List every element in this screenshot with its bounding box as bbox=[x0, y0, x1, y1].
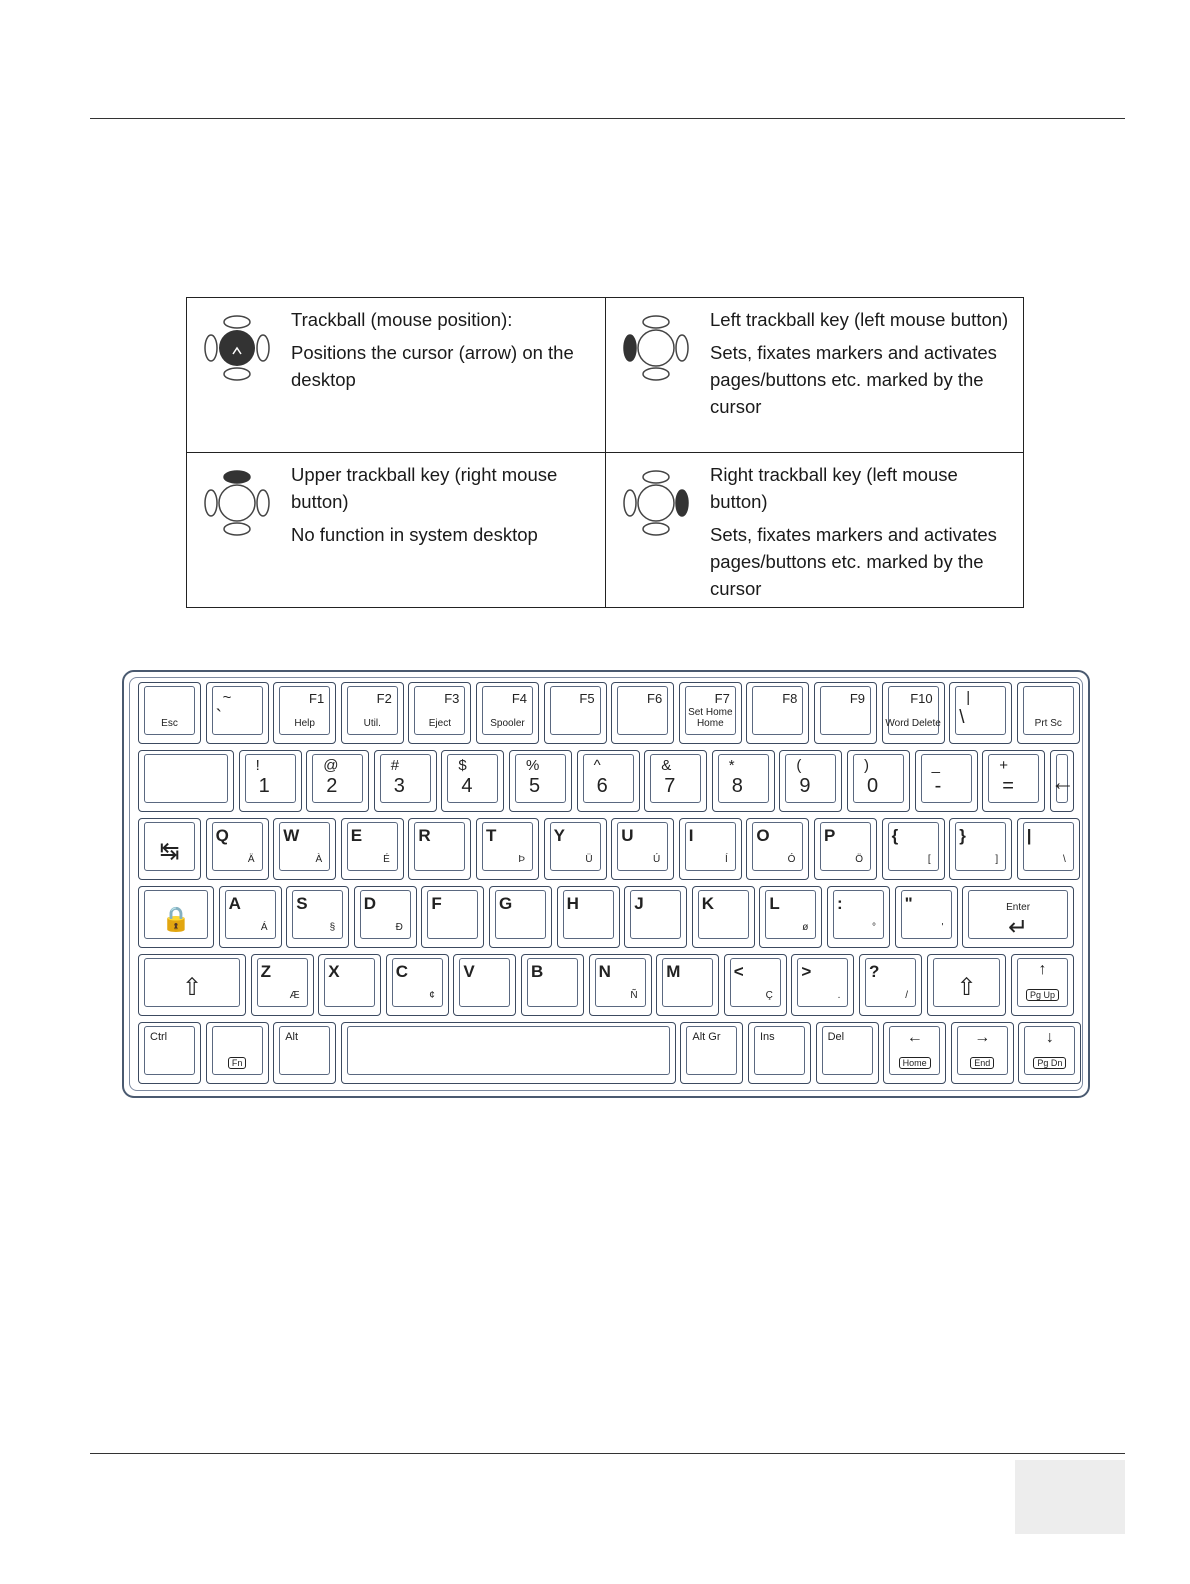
key-letter: B bbox=[531, 962, 544, 981]
key-row5-6 bbox=[656, 954, 719, 1016]
key-letter: " bbox=[904, 894, 913, 913]
key-row1-4 bbox=[408, 682, 471, 744]
key-left-shift bbox=[138, 954, 246, 1016]
key-digit-0 bbox=[239, 750, 302, 812]
key-fn-label: F10 bbox=[910, 691, 933, 706]
key-row3-12 bbox=[1017, 818, 1080, 880]
key-letter: E bbox=[350, 826, 363, 845]
table-cell-trackball bbox=[187, 298, 605, 452]
key-row5-3 bbox=[453, 954, 516, 1016]
key-letter: K bbox=[701, 894, 715, 913]
key-digit-label: 2 bbox=[326, 775, 338, 797]
key-letter: D bbox=[363, 894, 377, 913]
key-digit-label: 6 bbox=[596, 775, 608, 797]
key-sub-label: Help bbox=[294, 718, 315, 729]
enter-label: Enter bbox=[1006, 902, 1031, 913]
key-alt-char: Ö bbox=[855, 854, 863, 865]
key-row3-11 bbox=[949, 818, 1012, 880]
key-fn-label: F8 bbox=[782, 691, 798, 706]
page-number-box bbox=[1015, 1460, 1125, 1534]
key-row1-13 bbox=[1017, 682, 1080, 744]
key-letter: < bbox=[733, 962, 744, 981]
key-alt-char: É bbox=[383, 854, 390, 865]
key-row5-1 bbox=[318, 954, 381, 1016]
key-row3-0 bbox=[206, 818, 269, 880]
right-key-desc: Sets, fixates markers and activates pages/buttons etc. marked by the cursor bbox=[710, 524, 997, 599]
key-row3-8 bbox=[746, 818, 809, 880]
key-letter: Q bbox=[215, 826, 229, 845]
key-alt-char: § bbox=[329, 922, 336, 933]
home-label bbox=[884, 1057, 945, 1069]
key-row4-4 bbox=[489, 886, 552, 948]
key-end bbox=[951, 1022, 1014, 1084]
fn-label bbox=[207, 1057, 268, 1069]
key-letter: H bbox=[566, 894, 579, 913]
ins-label: Ins bbox=[760, 1031, 775, 1043]
key-page-down bbox=[1018, 1022, 1081, 1084]
alt-gr-label: Alt Gr bbox=[692, 1031, 721, 1043]
key-caps-lock bbox=[138, 886, 214, 948]
key-home bbox=[883, 1022, 946, 1084]
key-row4-9 bbox=[827, 886, 890, 948]
key-alt-char: Ü bbox=[585, 854, 593, 865]
key-row3-3 bbox=[408, 818, 471, 880]
key-row1-2 bbox=[273, 682, 336, 744]
key-letter: T bbox=[486, 826, 497, 845]
key-row4-8 bbox=[759, 886, 822, 948]
key-alt-char: . bbox=[837, 990, 841, 1001]
key-letter: ? bbox=[869, 962, 880, 981]
key-row3-2 bbox=[341, 818, 404, 880]
key-row3-6 bbox=[611, 818, 674, 880]
key-digit-label: 3 bbox=[393, 775, 405, 797]
key-letter: O bbox=[756, 826, 770, 845]
key-shift-symbol: * bbox=[728, 757, 735, 774]
key-shift-symbol: ~ bbox=[222, 689, 232, 706]
key-shift-symbol: _ bbox=[931, 757, 940, 774]
end-label bbox=[952, 1057, 1013, 1069]
upper-key-title: Upper trackball key (right mouse button) bbox=[291, 464, 558, 512]
key-right-shift bbox=[927, 954, 1007, 1016]
key-row4-6 bbox=[624, 886, 687, 948]
key-fn-label: F2 bbox=[376, 691, 392, 706]
key-digit-label: 9 bbox=[799, 775, 811, 797]
key-row3-1 bbox=[273, 818, 336, 880]
key-row3-7 bbox=[679, 818, 742, 880]
key-ins bbox=[748, 1022, 811, 1084]
key-shift-symbol: @ bbox=[323, 757, 339, 774]
key-row4-10 bbox=[895, 886, 958, 948]
key-row4-2 bbox=[354, 886, 417, 948]
left-trackball-key-icon bbox=[616, 308, 696, 388]
key-alt-char: ø bbox=[802, 922, 809, 933]
key-digit-label: = bbox=[1002, 775, 1014, 797]
key-row5-2 bbox=[386, 954, 449, 1016]
key-backspace bbox=[1050, 750, 1074, 812]
key-row1-8 bbox=[679, 682, 742, 744]
key-del bbox=[816, 1022, 879, 1084]
key-alt-char: ¢ bbox=[429, 990, 435, 1001]
table-cell-left-key bbox=[606, 298, 1024, 452]
key-row1-12 bbox=[949, 682, 1012, 744]
key-digit-11 bbox=[982, 750, 1045, 812]
key-fn bbox=[206, 1022, 269, 1084]
arrow-up-icon: ↑ bbox=[1038, 961, 1047, 978]
alt-label: Alt bbox=[285, 1031, 299, 1043]
key-letter: Z bbox=[260, 962, 271, 981]
key-sub-label: Spooler bbox=[490, 718, 525, 729]
key-fn-label: F3 bbox=[444, 691, 460, 706]
key-letter: | bbox=[1026, 826, 1032, 845]
key-row5-7 bbox=[724, 954, 787, 1016]
key-digit-9 bbox=[847, 750, 910, 812]
key-digit-label: 7 bbox=[664, 775, 676, 797]
key-digit-3 bbox=[441, 750, 504, 812]
key-row1-5 bbox=[476, 682, 539, 744]
page-down-text: Pg Dn bbox=[1033, 1057, 1066, 1069]
key-spacebar bbox=[341, 1022, 676, 1084]
key-digit-label: 0 bbox=[867, 775, 879, 797]
key-shift-symbol: % bbox=[526, 757, 540, 774]
key-shift-symbol: + bbox=[999, 757, 1008, 774]
key-sub-label: Word Delete bbox=[885, 718, 941, 729]
key-shift-symbol: & bbox=[661, 757, 672, 774]
key-row3-5 bbox=[544, 818, 607, 880]
key-row1-9 bbox=[746, 682, 809, 744]
ctrl-label: Ctrl bbox=[150, 1031, 168, 1043]
key-row4-7 bbox=[692, 886, 755, 948]
key-base-symbol: ` bbox=[215, 707, 222, 728]
key-row5-5 bbox=[589, 954, 652, 1016]
key-letter: J bbox=[634, 894, 644, 913]
key-fn-label: F4 bbox=[511, 691, 527, 706]
key-alt-char: Ñ bbox=[630, 990, 638, 1001]
key-alt-char: Ú bbox=[652, 854, 661, 865]
key-row1-10 bbox=[814, 682, 877, 744]
key-letter: W bbox=[283, 826, 300, 845]
key-letter: G bbox=[499, 894, 513, 913]
header-rule bbox=[90, 118, 1125, 119]
key-row1-0 bbox=[138, 682, 201, 744]
key-alt-char: [ bbox=[927, 854, 931, 865]
key-row3-10 bbox=[882, 818, 945, 880]
key-row1-1 bbox=[206, 682, 269, 744]
key-sub-label: Prt Sc bbox=[1034, 718, 1062, 729]
arrow-left-icon: ← bbox=[906, 1029, 923, 1046]
arrow-right-icon: → bbox=[974, 1029, 991, 1046]
key-shift-symbol: ! bbox=[255, 757, 260, 774]
key-digit-6 bbox=[644, 750, 707, 812]
enter-arrow-icon: ↵ bbox=[1008, 914, 1029, 941]
key-digit-10 bbox=[915, 750, 978, 812]
key-page-up bbox=[1011, 954, 1074, 1016]
key-alt-char: Ð bbox=[395, 922, 403, 933]
key-digit-2 bbox=[374, 750, 437, 812]
keyboard-diagram bbox=[122, 670, 1090, 1100]
key-row3-9 bbox=[814, 818, 877, 880]
right-key-title: Right trackball key (left mouse button) bbox=[710, 464, 958, 512]
trackball-desc: Positions the cursor (arrow) on the desktop bbox=[291, 342, 574, 390]
key-letter: P bbox=[824, 826, 836, 845]
del-label: Del bbox=[827, 1031, 845, 1043]
key-letter: } bbox=[959, 826, 966, 845]
key-alt-char: / bbox=[905, 990, 908, 1001]
key-letter: X bbox=[328, 962, 340, 981]
key-letter: R bbox=[418, 826, 431, 845]
key-row4-3 bbox=[421, 886, 484, 948]
page-down-label bbox=[1019, 1057, 1080, 1069]
table-cell-upper-key bbox=[187, 453, 605, 607]
trackball-icon bbox=[197, 308, 277, 388]
key-alt-char: ] bbox=[995, 854, 999, 865]
key-base-symbol: \ bbox=[959, 707, 965, 728]
table-cell-right-key bbox=[606, 453, 1024, 607]
key-shift-symbol: | bbox=[966, 689, 971, 706]
key-digit-label: 1 bbox=[258, 775, 270, 797]
key-sub-label: Set Home Home bbox=[688, 707, 733, 729]
key-letter: I bbox=[688, 826, 694, 845]
key-alt-char: Ó bbox=[787, 854, 796, 865]
key-letter: M bbox=[666, 962, 681, 981]
key-row1-6 bbox=[544, 682, 607, 744]
key-sub-label: Util. bbox=[363, 718, 381, 729]
key-alt-char: Æ bbox=[289, 990, 300, 1001]
key-tab bbox=[138, 818, 201, 880]
upper-key-desc: No function in system desktop bbox=[291, 524, 538, 545]
key-alt bbox=[273, 1022, 336, 1084]
key-letter: { bbox=[891, 826, 899, 845]
key-letter: S bbox=[296, 894, 308, 913]
key-letter: N bbox=[598, 962, 611, 981]
key-sub-label: Eject bbox=[428, 718, 451, 729]
backspace-icon: ← bbox=[1050, 769, 1075, 796]
key-row5-4 bbox=[521, 954, 584, 1016]
key-row1-3 bbox=[341, 682, 404, 744]
key-letter: L bbox=[769, 894, 780, 913]
key-blank-left bbox=[138, 750, 234, 812]
shift-icon: ⇧ bbox=[181, 974, 203, 1001]
home-text: Home bbox=[899, 1057, 931, 1069]
key-letter: Y bbox=[553, 826, 565, 845]
key-letter: F bbox=[431, 894, 442, 913]
key-alt-char: Ä bbox=[247, 854, 255, 865]
key-alt-char: \ bbox=[1063, 854, 1066, 865]
key-letter: V bbox=[463, 962, 475, 981]
left-key-desc: Sets, fixates markers and activates pages/buttons etc. marked by the cursor bbox=[710, 342, 997, 417]
key-row5-0 bbox=[251, 954, 314, 1016]
key-digit-4 bbox=[509, 750, 572, 812]
key-row4-1 bbox=[286, 886, 349, 948]
key-shift-symbol: # bbox=[390, 757, 400, 774]
right-trackball-key-icon bbox=[616, 463, 696, 543]
key-alt-char: Á bbox=[260, 922, 268, 933]
trackball-table bbox=[186, 297, 1024, 608]
key-shift-symbol: $ bbox=[458, 757, 467, 774]
shift-icon: ⇧ bbox=[956, 974, 977, 1001]
left-key-title: Left trackball key (left mouse button) bbox=[710, 309, 1009, 330]
key-digit-label: 8 bbox=[731, 775, 743, 797]
lock-icon: 🔒 bbox=[161, 906, 191, 933]
key-fn-label: F6 bbox=[647, 691, 663, 706]
key-letter: A bbox=[228, 894, 241, 913]
key-alt-char: ' bbox=[941, 922, 944, 933]
key-alt-char: ° bbox=[872, 922, 876, 933]
key-shift-symbol: ^ bbox=[593, 757, 601, 774]
key-shift-symbol: ) bbox=[864, 757, 869, 774]
key-digit-7 bbox=[712, 750, 775, 812]
key-fn-label: F9 bbox=[849, 691, 865, 706]
key-digit-5 bbox=[577, 750, 640, 812]
key-digit-1 bbox=[306, 750, 369, 812]
key-shift-symbol: ( bbox=[796, 757, 802, 774]
upper-trackball-key-icon bbox=[197, 463, 277, 543]
key-alt-gr bbox=[680, 1022, 743, 1084]
key-alt-char: Ç bbox=[765, 990, 773, 1001]
key-fn-label: F5 bbox=[579, 691, 595, 706]
page-up-label bbox=[1012, 989, 1073, 1001]
key-fn-label: F1 bbox=[309, 691, 325, 706]
key-sub-label: Esc bbox=[161, 718, 178, 729]
key-row1-7 bbox=[611, 682, 674, 744]
tab-icon: ↹ bbox=[159, 838, 180, 865]
key-alt-char: À bbox=[315, 854, 323, 865]
key-digit-label: - bbox=[934, 775, 942, 797]
key-row4-5 bbox=[557, 886, 620, 948]
key-letter: : bbox=[837, 894, 843, 913]
trackball-title: Trackball (mouse position): bbox=[291, 309, 513, 330]
arrow-down-icon: ↓ bbox=[1045, 1029, 1054, 1046]
fn-text: Fn bbox=[228, 1057, 247, 1069]
key-row5-9 bbox=[859, 954, 922, 1016]
key-fn-label: F7 bbox=[714, 691, 730, 706]
key-row3-4 bbox=[476, 818, 539, 880]
key-alt-char: Í bbox=[725, 854, 728, 865]
key-digit-label: 5 bbox=[529, 775, 541, 797]
key-ctrl bbox=[138, 1022, 201, 1084]
key-enter bbox=[962, 886, 1074, 948]
key-row4-0 bbox=[219, 886, 282, 948]
key-row1-11 bbox=[882, 682, 945, 744]
key-letter: C bbox=[395, 962, 409, 981]
page-up-text: Pg Up bbox=[1026, 989, 1059, 1001]
key-alt-char: Þ bbox=[518, 854, 525, 865]
key-row5-8 bbox=[791, 954, 854, 1016]
key-digit-8 bbox=[779, 750, 842, 812]
end-text: End bbox=[970, 1057, 994, 1069]
key-letter: > bbox=[801, 962, 812, 981]
key-letter: U bbox=[621, 826, 634, 845]
footer-rule bbox=[90, 1453, 1125, 1454]
key-digit-label: 4 bbox=[461, 775, 473, 797]
